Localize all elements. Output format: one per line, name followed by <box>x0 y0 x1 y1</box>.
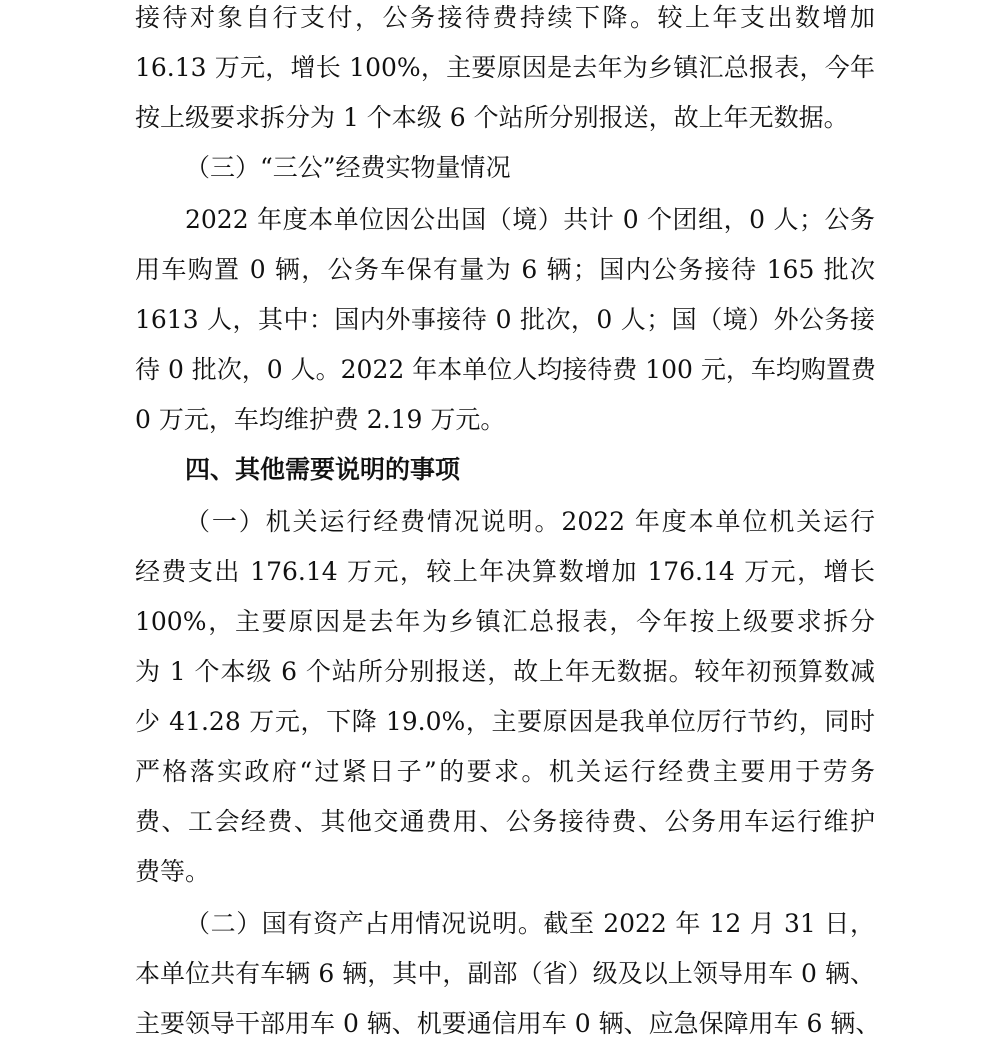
paragraph-line: 0 万元，车均维护费 2.19 万元。 <box>135 405 506 434</box>
paragraph-line: 经费支出 176.14 万元，较上年决算数增加 176.14 万元，增长 <box>135 557 875 586</box>
paragraph-line: 待 0 批次，0 人。2022 年本单位人均接待费 100 元，车均购置费 <box>135 355 876 384</box>
paragraph-line: 主要领导干部用车 0 辆、机要通信用车 0 辆、应急保障用车 6 辆、 <box>135 1009 881 1038</box>
paragraph-line: 费等。 <box>135 857 211 886</box>
paragraph-line: （二）国有资产占用情况说明。截至 2022 年 12 月 31 日， <box>185 909 875 938</box>
paragraph-line: 16.13 万元，增长 100%，主要原因是去年为乡镇汇总报表，今年 <box>135 53 875 82</box>
paragraph-line: 为 1 个本级 6 个站所分别报送，故上年无数据。较年初预算数减 <box>135 657 875 686</box>
paragraph-line: 接待对象自行支付，公务接待费持续下降。较上年支出数增加 <box>135 3 875 32</box>
paragraph-line: 用车购置 0 辆，公务车保有量为 6 辆；国内公务接待 165 批次 <box>135 255 875 284</box>
paragraph-line: 2022 年度本单位因公出国（境）共计 0 个团组，0 人；公务 <box>185 205 875 234</box>
section-heading: （三）“三公”经费实物量情况 <box>185 153 511 182</box>
paragraph-line: 严格落实政府“过紧日子”的要求。机关运行经费主要用于劳务 <box>135 757 875 786</box>
paragraph-line: 100%，主要原因是去年为乡镇汇总报表，今年按上级要求拆分 <box>135 607 875 636</box>
paragraph-line: （一）机关运行经费情况说明。2022 年度本单位机关运行 <box>185 507 875 536</box>
paragraph-line: 本单位共有车辆 6 辆，其中，副部（省）级及以上领导用车 0 辆、 <box>135 959 875 988</box>
paragraph-line: 费、工会经费、其他交通费用、公务接待费、公务用车运行维护 <box>135 807 875 836</box>
paragraph-line: 按上级要求拆分为 1 个本级 6 个站所分别报送，故上年无数据。 <box>135 103 849 132</box>
chapter-heading: 四、其他需要说明的事项 <box>185 455 461 484</box>
paragraph-line: 1613 人，其中：国内外事接待 0 批次，0 人；国（境）外公务接 <box>135 305 875 334</box>
paragraph-line: 少 41.28 万元，下降 19.0%，主要原因是我单位厉行节约，同时 <box>135 707 875 736</box>
